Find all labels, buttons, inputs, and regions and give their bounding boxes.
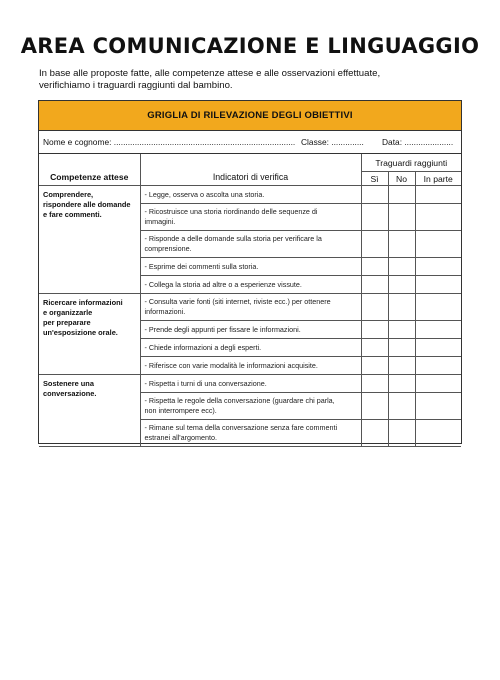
page-title: AREA COMUNICAZIONE E LINGUAGGIO <box>20 34 480 58</box>
col-header-indicatori: Indicatori di verifica <box>140 154 361 186</box>
competenza-line: e organizzarle <box>43 308 93 317</box>
check-cell-in-parte[interactable] <box>415 186 461 204</box>
indicatore-line: - Risponde a delle domande sulla storia per verificare la <box>144 234 322 243</box>
check-cell-si[interactable] <box>361 420 388 447</box>
check-cell-no[interactable] <box>388 420 415 447</box>
col-header-traguardi: Traguardi raggiunti <box>361 154 461 172</box>
date-field[interactable]: Data: ..................... <box>382 137 454 147</box>
indicatore-line: - Riferisce con varie modalità le informazioni acquisite. <box>144 360 318 370</box>
check-cell-no[interactable] <box>388 186 415 204</box>
check-cell-no[interactable] <box>388 375 415 393</box>
indicatore-cell <box>140 357 361 375</box>
competenza-line: Sostenere una <box>43 379 94 388</box>
check-cell-si[interactable] <box>361 186 388 204</box>
check-cell-in-parte[interactable] <box>415 393 461 420</box>
check-cell-in-parte[interactable] <box>415 204 461 231</box>
indicatore-line: comprensione. <box>144 244 192 253</box>
name-field[interactable]: Nome e cognome: .............................................................................. <box>43 137 296 147</box>
competenza-line: per preparare <box>43 318 91 327</box>
indicatore-line: - Ricostruisce una storia riordinando delle sequenze di <box>144 207 318 216</box>
check-cell-in-parte[interactable] <box>415 231 461 258</box>
check-cell-in-parte[interactable] <box>415 276 461 294</box>
check-cell-no[interactable] <box>388 204 415 231</box>
indicatore-cell <box>140 294 361 321</box>
indicatore-line: estranei all'argomento. <box>144 433 217 442</box>
indicatore-line: - Rimane sul tema della conversazione senza fare commenti <box>144 423 338 432</box>
class-field[interactable]: Classe: .............. <box>301 137 364 147</box>
check-cell-no[interactable] <box>388 339 415 357</box>
indicatore-line: immagini. <box>144 217 176 226</box>
indicatore-cell <box>140 276 361 294</box>
competenza-cell <box>39 186 140 294</box>
indicatore-cell <box>140 204 361 231</box>
check-cell-in-parte[interactable] <box>415 375 461 393</box>
col-header-no: No <box>388 172 415 186</box>
check-cell-no[interactable] <box>388 294 415 321</box>
check-cell-si[interactable] <box>361 375 388 393</box>
indicatore-line: - Prende degli appunti per fissare le informazioni. <box>144 324 301 334</box>
competenza-cell <box>39 375 140 447</box>
intro-text <box>39 68 469 92</box>
check-cell-in-parte[interactable] <box>415 420 461 447</box>
indicatore-line: - Esprime dei commenti sulla storia. <box>144 261 259 271</box>
indicatore-cell <box>140 339 361 357</box>
col-header-si: Sì <box>361 172 388 186</box>
indicatore-cell <box>140 258 361 276</box>
indicatore-line: - Rispetta le regole della conversazione (guardare chi parla, <box>144 396 335 405</box>
competenza-cell <box>39 294 140 375</box>
intro-line-1: In base alle proposte fatte, alle competenze attese e alle osservazioni effettuate, <box>39 68 381 79</box>
indicatore-line: informazioni. <box>144 307 186 316</box>
check-cell-si[interactable] <box>361 276 388 294</box>
indicatore-line: - Collega la storia ad altre o a esperienze vissute. <box>144 279 302 289</box>
grid-body <box>39 186 461 447</box>
check-cell-si[interactable] <box>361 204 388 231</box>
competenza-line: Comprendere, <box>43 190 94 199</box>
check-cell-si[interactable] <box>361 321 388 339</box>
check-cell-si[interactable] <box>361 231 388 258</box>
indicatore-cell <box>140 375 361 393</box>
competenza-line: e fare commenti. <box>43 210 102 219</box>
indicatore-cell <box>140 231 361 258</box>
indicatore-line: - Rispetta i turni di una conversazione. <box>144 378 267 388</box>
objectives-grid <box>38 100 462 444</box>
check-cell-in-parte[interactable] <box>415 294 461 321</box>
col-header-in-parte: In parte <box>415 172 461 186</box>
check-cell-no[interactable] <box>388 276 415 294</box>
indicatore-cell <box>140 420 361 447</box>
competenza-line: Ricercare informazioni <box>43 298 123 307</box>
col-header-competenze: Competenze attese <box>39 154 140 186</box>
check-cell-no[interactable] <box>388 393 415 420</box>
check-cell-no[interactable] <box>388 231 415 258</box>
check-cell-no[interactable] <box>388 258 415 276</box>
intro-line-2: verifichiamo i traguardi raggiunti dal bambino. <box>39 80 233 91</box>
check-cell-si[interactable] <box>361 294 388 321</box>
indicatore-line: non interrompere ecc). <box>144 406 217 415</box>
indicatore-line: - Chiede informazioni a degli esperti. <box>144 342 262 352</box>
objectives-table <box>39 154 461 447</box>
table-row <box>39 294 461 321</box>
indicatore-line: - Consulta varie fonti (siti internet, riviste ecc.) per ottenere <box>144 297 331 306</box>
check-cell-in-parte[interactable] <box>415 258 461 276</box>
table-row <box>39 375 461 393</box>
indicatore-line: - Legge, osserva o ascolta una storia. <box>144 189 265 199</box>
competenza-line: conversazione. <box>43 389 97 398</box>
grid-header: GRIGLIA DI RILEVAZIONE DEGLI OBIETTIVI <box>39 101 461 131</box>
table-row <box>39 186 461 204</box>
competenza-line: un'esposizione orale. <box>43 328 118 337</box>
check-cell-no[interactable] <box>388 321 415 339</box>
check-cell-si[interactable] <box>361 357 388 375</box>
indicatore-cell <box>140 186 361 204</box>
check-cell-in-parte[interactable] <box>415 321 461 339</box>
check-cell-no[interactable] <box>388 357 415 375</box>
competenza-line: rispondere alle domande <box>43 200 131 209</box>
check-cell-si[interactable] <box>361 393 388 420</box>
indicatore-cell <box>140 321 361 339</box>
check-cell-in-parte[interactable] <box>415 339 461 357</box>
check-cell-si[interactable] <box>361 339 388 357</box>
student-info-row <box>39 131 461 154</box>
indicatore-cell <box>140 393 361 420</box>
check-cell-si[interactable] <box>361 258 388 276</box>
check-cell-in-parte[interactable] <box>415 357 461 375</box>
